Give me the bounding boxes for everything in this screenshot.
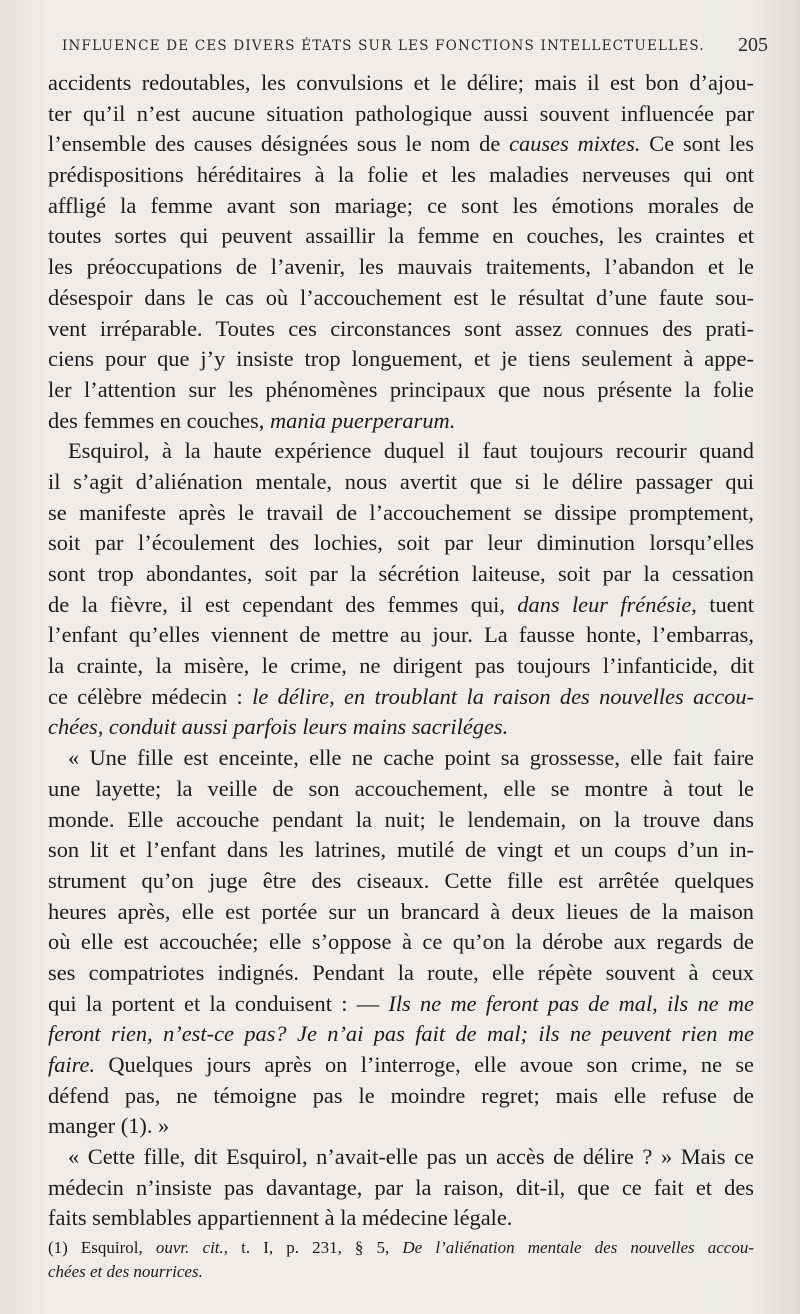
text-line bbox=[48, 1081, 754, 1112]
text-line bbox=[48, 283, 754, 314]
text-run: soit par l’écoulement des lochies, soit par leur diminution lorsqu’elles bbox=[48, 530, 754, 556]
text-run: l’enfant qu’elles viennent de mettre au jour. La fausse honte, l’embarras, bbox=[48, 622, 754, 648]
text-run: défend pas, ne témoigne pas le moindre regret; mais elle refuse de bbox=[48, 1082, 754, 1108]
text-line bbox=[48, 927, 754, 958]
text-line bbox=[48, 191, 754, 222]
text-line bbox=[48, 344, 754, 375]
text-line bbox=[48, 436, 754, 467]
paragraph bbox=[48, 1142, 754, 1234]
text-run: ce célèbre médecin : bbox=[48, 683, 253, 709]
running-head: INFLUENCE DE CES DIVERS ÉTATS SUR LES FONCTIONS INTELLECTUELLES. bbox=[62, 38, 705, 54]
text-line bbox=[48, 68, 754, 99]
italic-run: faire. bbox=[48, 1052, 96, 1077]
paragraph bbox=[48, 68, 754, 436]
text-line bbox=[48, 682, 754, 713]
text-line bbox=[48, 129, 754, 160]
text-line bbox=[48, 989, 754, 1020]
italic-run: causes mixtes. bbox=[509, 131, 641, 157]
text-line bbox=[48, 897, 754, 928]
italic-run: Ils ne me feront pas de mal, ils ne me bbox=[388, 990, 754, 1016]
text-line bbox=[48, 774, 754, 805]
italic-run: mania puerperarum. bbox=[269, 407, 456, 433]
text-line bbox=[48, 835, 754, 866]
italic-run: ouvr. cit. bbox=[155, 1238, 224, 1257]
text-run: monde. Elle accouche pendant la nuit; le lendemain, on la trouve dans bbox=[48, 806, 754, 832]
text-line bbox=[48, 375, 754, 406]
text-line bbox=[48, 651, 754, 682]
text-line bbox=[48, 221, 754, 252]
italic-run: dans leur frénésie bbox=[517, 591, 692, 617]
page-header bbox=[62, 34, 768, 60]
text-line bbox=[48, 1019, 754, 1050]
text-run: , tuent bbox=[691, 591, 754, 617]
text-run: Esquirol, à la haute expérience duquel il faut toujours recourir quand bbox=[68, 438, 754, 464]
text-run: ter qu’il n’est aucune situation pathologique aussi souvent influencée par bbox=[48, 100, 754, 126]
text-run: « Une fille est enceinte, elle ne cache point sa grossesse, elle fait faire bbox=[68, 745, 754, 771]
body-text bbox=[48, 68, 754, 1234]
text-run: « Cette fille, dit Esquirol, n’avait-elle pas un accès de délire ? » Mais ce bbox=[68, 1144, 754, 1170]
text-run: strument qu’on juge être des ciseaux. Cette fille est arrêtée quelques bbox=[48, 867, 754, 893]
text-run: (1) Esquirol, bbox=[48, 1238, 156, 1257]
text-run: affligé la femme avant son mariage; ce sont les émotions morales de bbox=[48, 192, 754, 218]
text-run: , t. I, p. 231, § 5, bbox=[223, 1238, 403, 1257]
text-run: l’ensemble des causes désignées sous le nom de bbox=[48, 131, 510, 157]
text-run: toutes sortes qui peuvent assaillir la femme en couches, les craintes et bbox=[48, 223, 754, 249]
text-run: des femmes en couches, bbox=[48, 407, 270, 433]
italic-run: chées et des nourrices. bbox=[48, 1262, 203, 1281]
text-run: de la fièvre, il est cependant des femmes qui, bbox=[48, 591, 518, 617]
text-line bbox=[48, 743, 754, 774]
text-run: heures après, elle est portée sur un brancard à deux lieues de la maison bbox=[48, 898, 754, 924]
text-run: une layette; la veille de son accouchement, elle se montre à tout le bbox=[48, 775, 754, 801]
text-line bbox=[48, 1236, 754, 1260]
text-line bbox=[48, 1142, 754, 1173]
text-line bbox=[48, 620, 754, 651]
text-run: se manifeste après le travail de l’accouchement se dissipe promptement, bbox=[48, 499, 754, 525]
text-line bbox=[48, 866, 754, 897]
text-run: Ce sont les bbox=[640, 131, 754, 157]
text-line bbox=[48, 498, 754, 529]
italic-run: De l’aliénation mentale des nouvelles accou- bbox=[402, 1238, 754, 1257]
text-run: qui la portent et la conduisent : — bbox=[48, 990, 389, 1016]
italic-run: le délire, en troublant la raison des nouvelles accou- bbox=[252, 683, 754, 709]
text-run: où elle est accouchée; elle s’oppose à ce qu’on la dérobe aux regards de bbox=[48, 929, 754, 955]
italic-run: feront rien, n’est-ce pas? Je n’ai pas fait de mal; ils ne peuvent rien me bbox=[48, 1021, 754, 1047]
text-run: désespoir dans le cas où l’accouchement est le résultat d’une faute sou- bbox=[48, 284, 754, 310]
text-run: sont trop abondantes, soit par la sécrétion laiteuse, soit par la cessation bbox=[48, 561, 754, 586]
text-line bbox=[48, 1173, 754, 1204]
text-run: les préoccupations de l’avenir, les mauvais traitements, l’abandon et le bbox=[48, 254, 754, 280]
text-run: ses compatriotes indignés. Pendant la route, elle répète souvent à ceux bbox=[48, 959, 754, 985]
text-line bbox=[48, 160, 754, 191]
text-line bbox=[48, 528, 754, 559]
text-line bbox=[48, 958, 754, 989]
text-run: médecin n’insiste pas davantage, par la raison, dit-il, que ce fait et des bbox=[48, 1174, 754, 1200]
text-line bbox=[48, 805, 754, 836]
text-line bbox=[48, 712, 754, 743]
text-run: ciens pour que j’y insiste trop longuement, et je tiens seulement à appe- bbox=[48, 346, 754, 372]
text-run: vent irréparable. Toutes ces circonstances sont assez connues des prati- bbox=[48, 315, 754, 341]
text-run: faits semblables appartiennent à la médecine légale. bbox=[48, 1205, 513, 1231]
text-run: ler l’attention sur les phénomènes principaux que nous présente la folie bbox=[48, 376, 754, 402]
text-run: manger (1). » bbox=[48, 1113, 170, 1139]
italic-run: chées, conduit aussi parfois leurs mains sacriléges. bbox=[48, 714, 509, 740]
page-number: 205 bbox=[738, 34, 768, 56]
text-line bbox=[48, 559, 754, 590]
text-line bbox=[48, 99, 754, 130]
text-line bbox=[48, 1260, 754, 1284]
text-line bbox=[48, 467, 754, 498]
text-line bbox=[48, 590, 754, 621]
text-run: accidents redoutables, les convulsions et le délire; mais il est bon d’ajou- bbox=[48, 70, 754, 95]
text-line bbox=[48, 252, 754, 283]
text-line bbox=[48, 406, 754, 437]
text-run: il s’agit d’aliénation mentale, nous avertit que si le délire passager qui bbox=[48, 468, 754, 494]
paragraph bbox=[48, 743, 754, 1142]
paragraph bbox=[48, 436, 754, 743]
footnote bbox=[48, 1236, 754, 1284]
text-run: son lit et l’enfant dans les latrines, mutilé de vingt et un coups d’un in- bbox=[48, 837, 754, 863]
text-line bbox=[48, 1203, 754, 1234]
text-line bbox=[48, 1111, 754, 1142]
text-run: la crainte, la misère, le crime, ne dirigent pas toujours l’infanticide, dit bbox=[48, 653, 754, 679]
text-line bbox=[48, 1050, 754, 1081]
text-run: prédispositions héréditaires à la folie et les maladies nerveuses qui ont bbox=[48, 162, 754, 188]
text-run: Quelques jours après on l’interroge, elle avoue son crime, ne se bbox=[95, 1052, 754, 1077]
text-line bbox=[48, 314, 754, 345]
